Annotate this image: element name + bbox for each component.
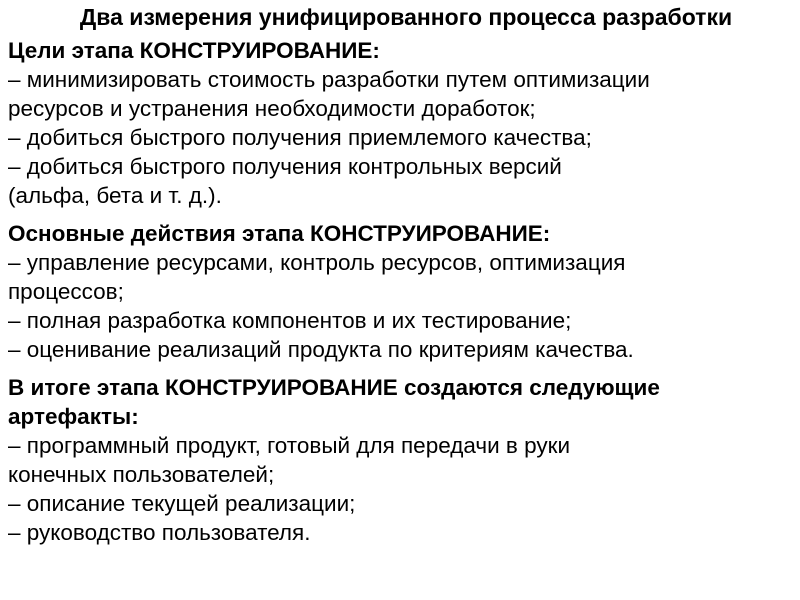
list-item: ресурсов и устранения необходимости доработок; [8, 96, 536, 121]
list-item: – описание текущей реализации; [8, 491, 356, 516]
list-item: – минимизировать стоимость разработки путем оптимизации [8, 67, 650, 92]
slide-title: Два измерения унифицированного процесса разработки [79, 4, 733, 30]
section-heading: В итоге этапа КОНСТРУИРОВАНИЕ создаются следующие [8, 375, 660, 400]
list-item: – полная разработка компонентов и их тестирование; [8, 308, 572, 333]
section-heading: Основные действия этапа КОНСТРУИРОВАНИЕ: [8, 221, 551, 246]
section-heading: Цели этапа КОНСТРУИРОВАНИЕ: [8, 38, 380, 63]
list-item: – программный продукт, готовый для передачи в руки [8, 433, 571, 458]
list-item: конечных пользователей; [8, 462, 275, 487]
slide-body [8, 36, 792, 547]
section-goals [8, 36, 792, 210]
list-item: – добиться быстрого получения приемлемого качества; [8, 125, 592, 150]
section-artifacts [8, 373, 792, 547]
list-item: – руководство пользователя. [8, 520, 311, 545]
section-heading-continued: артефакты: [8, 404, 139, 429]
list-item: – управление ресурсами, контроль ресурсов, оптимизация [8, 250, 626, 275]
list-item: – оценивание реализаций продукта по критериям качества. [8, 337, 634, 362]
list-item: процессов; [8, 279, 124, 304]
list-item: – добиться быстрого получения контрольных версий [8, 154, 562, 179]
list-item: (альфа, бета и т. д.). [8, 183, 222, 208]
section-actions [8, 219, 792, 364]
